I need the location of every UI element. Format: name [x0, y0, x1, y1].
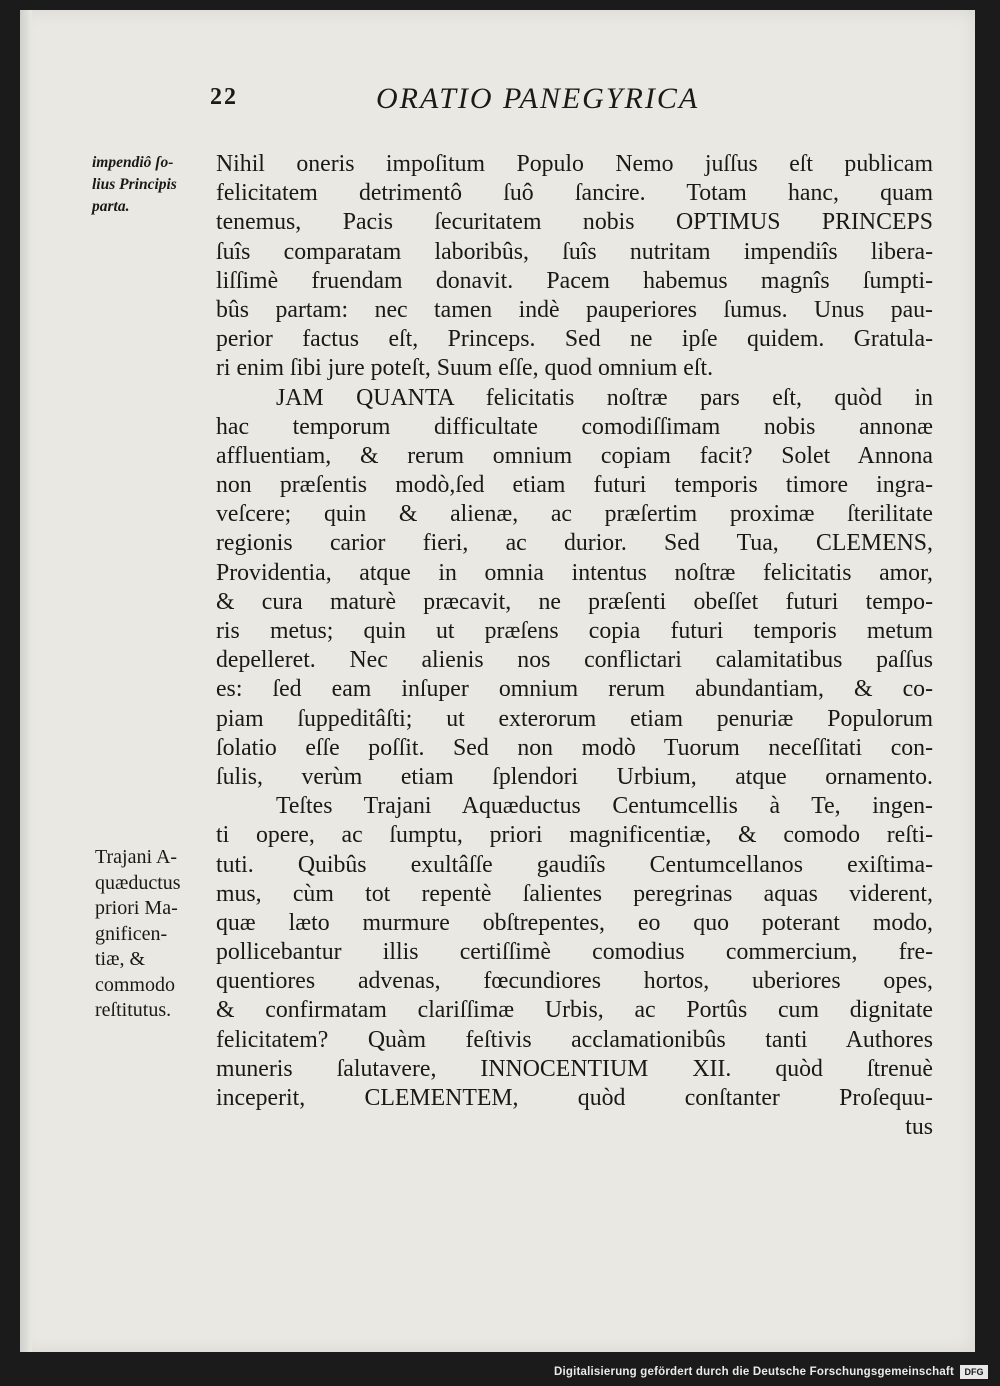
text-line: felicitatem? Quàm feſtivis acclamationibûs tanti Authores — [216, 1026, 933, 1053]
text-line: Teſtes Trajani Aquæductus Centumcellis à Te, ingen- — [276, 793, 933, 820]
dfg-logo: DFG — [960, 1365, 988, 1379]
text-line: ri enim ſibi jure poteſt, Suum eſſe, quod omnium eſt. — [216, 355, 714, 382]
text-line: JAM QUANTA felicitatis noſtræ pars eſt, quòd in — [276, 384, 933, 411]
text-line: piam ſuppeditâſti; ut exterorum etiam penuriæ Populorum — [216, 705, 933, 732]
text-line: mus, cùm tot repentè ſalientes peregrinas aquas viderent, — [216, 880, 933, 907]
text-line: pollicebantur illis certiſſimè comodius commercium, fre- — [216, 939, 933, 966]
text-line: non præſentis modò,ſed etiam futuri temporis timore ingra- — [216, 472, 933, 499]
text-line: & confirmatam clariſſimæ Urbis, ac Portûs cum dignitate — [216, 997, 933, 1024]
text-line: muneris ſalutavere, INNOCENTIUM XII. quòd ſtrenuè — [216, 1055, 933, 1082]
funding-credit: Digitalisierung gefördert durch die Deutsche Forschungsgemeinschaft — [554, 1366, 954, 1378]
catchword: tus — [905, 1114, 933, 1141]
margin-note-line: tiæ, & — [95, 948, 146, 970]
text-line: liſſimè fruendam donavit. Pacem habemus magnîs ſumpti- — [216, 267, 933, 294]
margin-note-line: impendiô ſo- — [92, 154, 174, 171]
margin-note-line: commodo — [95, 973, 175, 996]
text-line: veſcere; quin & alienæ, ac præſertim proximæ ſterilitate — [216, 501, 933, 528]
text-line: Nihil oneris impoſitum Populo Nemo juſſus eſt publicam — [216, 151, 933, 177]
footer-bar — [0, 1360, 1000, 1386]
text-line: quæ læto murmure obſtrepentes, eo quo poterant modo, — [216, 909, 933, 936]
running-title: ORATIO PANEGYRICA — [376, 82, 700, 115]
text-line: ti opere, ac ſumptu, priori magnificentiæ, & comodo reſti- — [216, 822, 933, 849]
text-line: Providentia, atque in omnia intentus noſtræ felicitatis amor, — [216, 559, 933, 586]
margin-note-line: quæductus — [95, 871, 181, 894]
text-line: felicitatem detrimentô ſuô ſancire. Totam hanc, quam — [216, 180, 933, 207]
text-line: tuti. Quibûs exultâſſe gaudiîs Centumcellanos exiſtima- — [216, 851, 933, 878]
text-line: affluentiam, & rerum omnium copiam facit? Solet Annona — [216, 442, 933, 469]
text-line: regionis carior fieri, ac durior. Sed Tua, CLEMENS, — [216, 530, 933, 557]
page-edge — [20, 10, 32, 1352]
margin-note-line: lius Principis — [92, 176, 177, 193]
text-line: quentiores advenas, fœcundiores hortos, uberiores opes, — [216, 968, 933, 995]
page-header — [210, 84, 930, 124]
text-line: ſolatio eſſe poſſit. Sed non modò Tuorum neceſſitati con- — [216, 734, 933, 761]
margin-note-trajani — [95, 845, 230, 1024]
text-line: bûs partam: nec tamen indè pauperiores ſumus. Unus pau- — [216, 296, 933, 323]
text-line: & cura maturè præcavit, ne præſenti obeſſet futuri tempo- — [216, 588, 933, 615]
margin-note-line: priori Ma- — [95, 897, 178, 919]
margin-note-line: reſtitutus. — [95, 999, 172, 1021]
text-line: ſulis, verùm etiam ſplendori Urbium, atque ornamento. — [216, 763, 933, 790]
page-number: 22 — [210, 84, 238, 110]
margin-note-line: parta. — [92, 198, 130, 215]
text-line: tenemus, Pacis ſecuritatem nobis OPTIMUS PRINCEPS — [216, 209, 933, 236]
text-line: inceperit, CLEMENTEM, quòd conſtanter Proſequu- — [216, 1085, 933, 1111]
text-line: es: ſed eam inſuper omnium rerum abundantiam, & co- — [216, 676, 933, 703]
text-line: ſuîs comparatam laboribûs, ſuîs nutritam impendiîs libera- — [216, 238, 933, 265]
margin-note-impendio — [92, 152, 222, 218]
text-line: hac temporum difficultate comodiſſimam nobis annonæ — [216, 413, 933, 440]
margin-note-line: Trajani A- — [95, 846, 178, 868]
margin-note-line: gnificen- — [95, 922, 168, 945]
text-line: depelleret. Nec alienis nos conflictari calamitatibus paſſus — [216, 647, 933, 674]
text-line: perior factus eſt, Princeps. Sed ne ipſe quidem. Gratula- — [216, 326, 933, 353]
text-line: ris metus; quin ut præſens copia futuri temporis metum — [216, 618, 933, 644]
body-text — [216, 150, 933, 1142]
